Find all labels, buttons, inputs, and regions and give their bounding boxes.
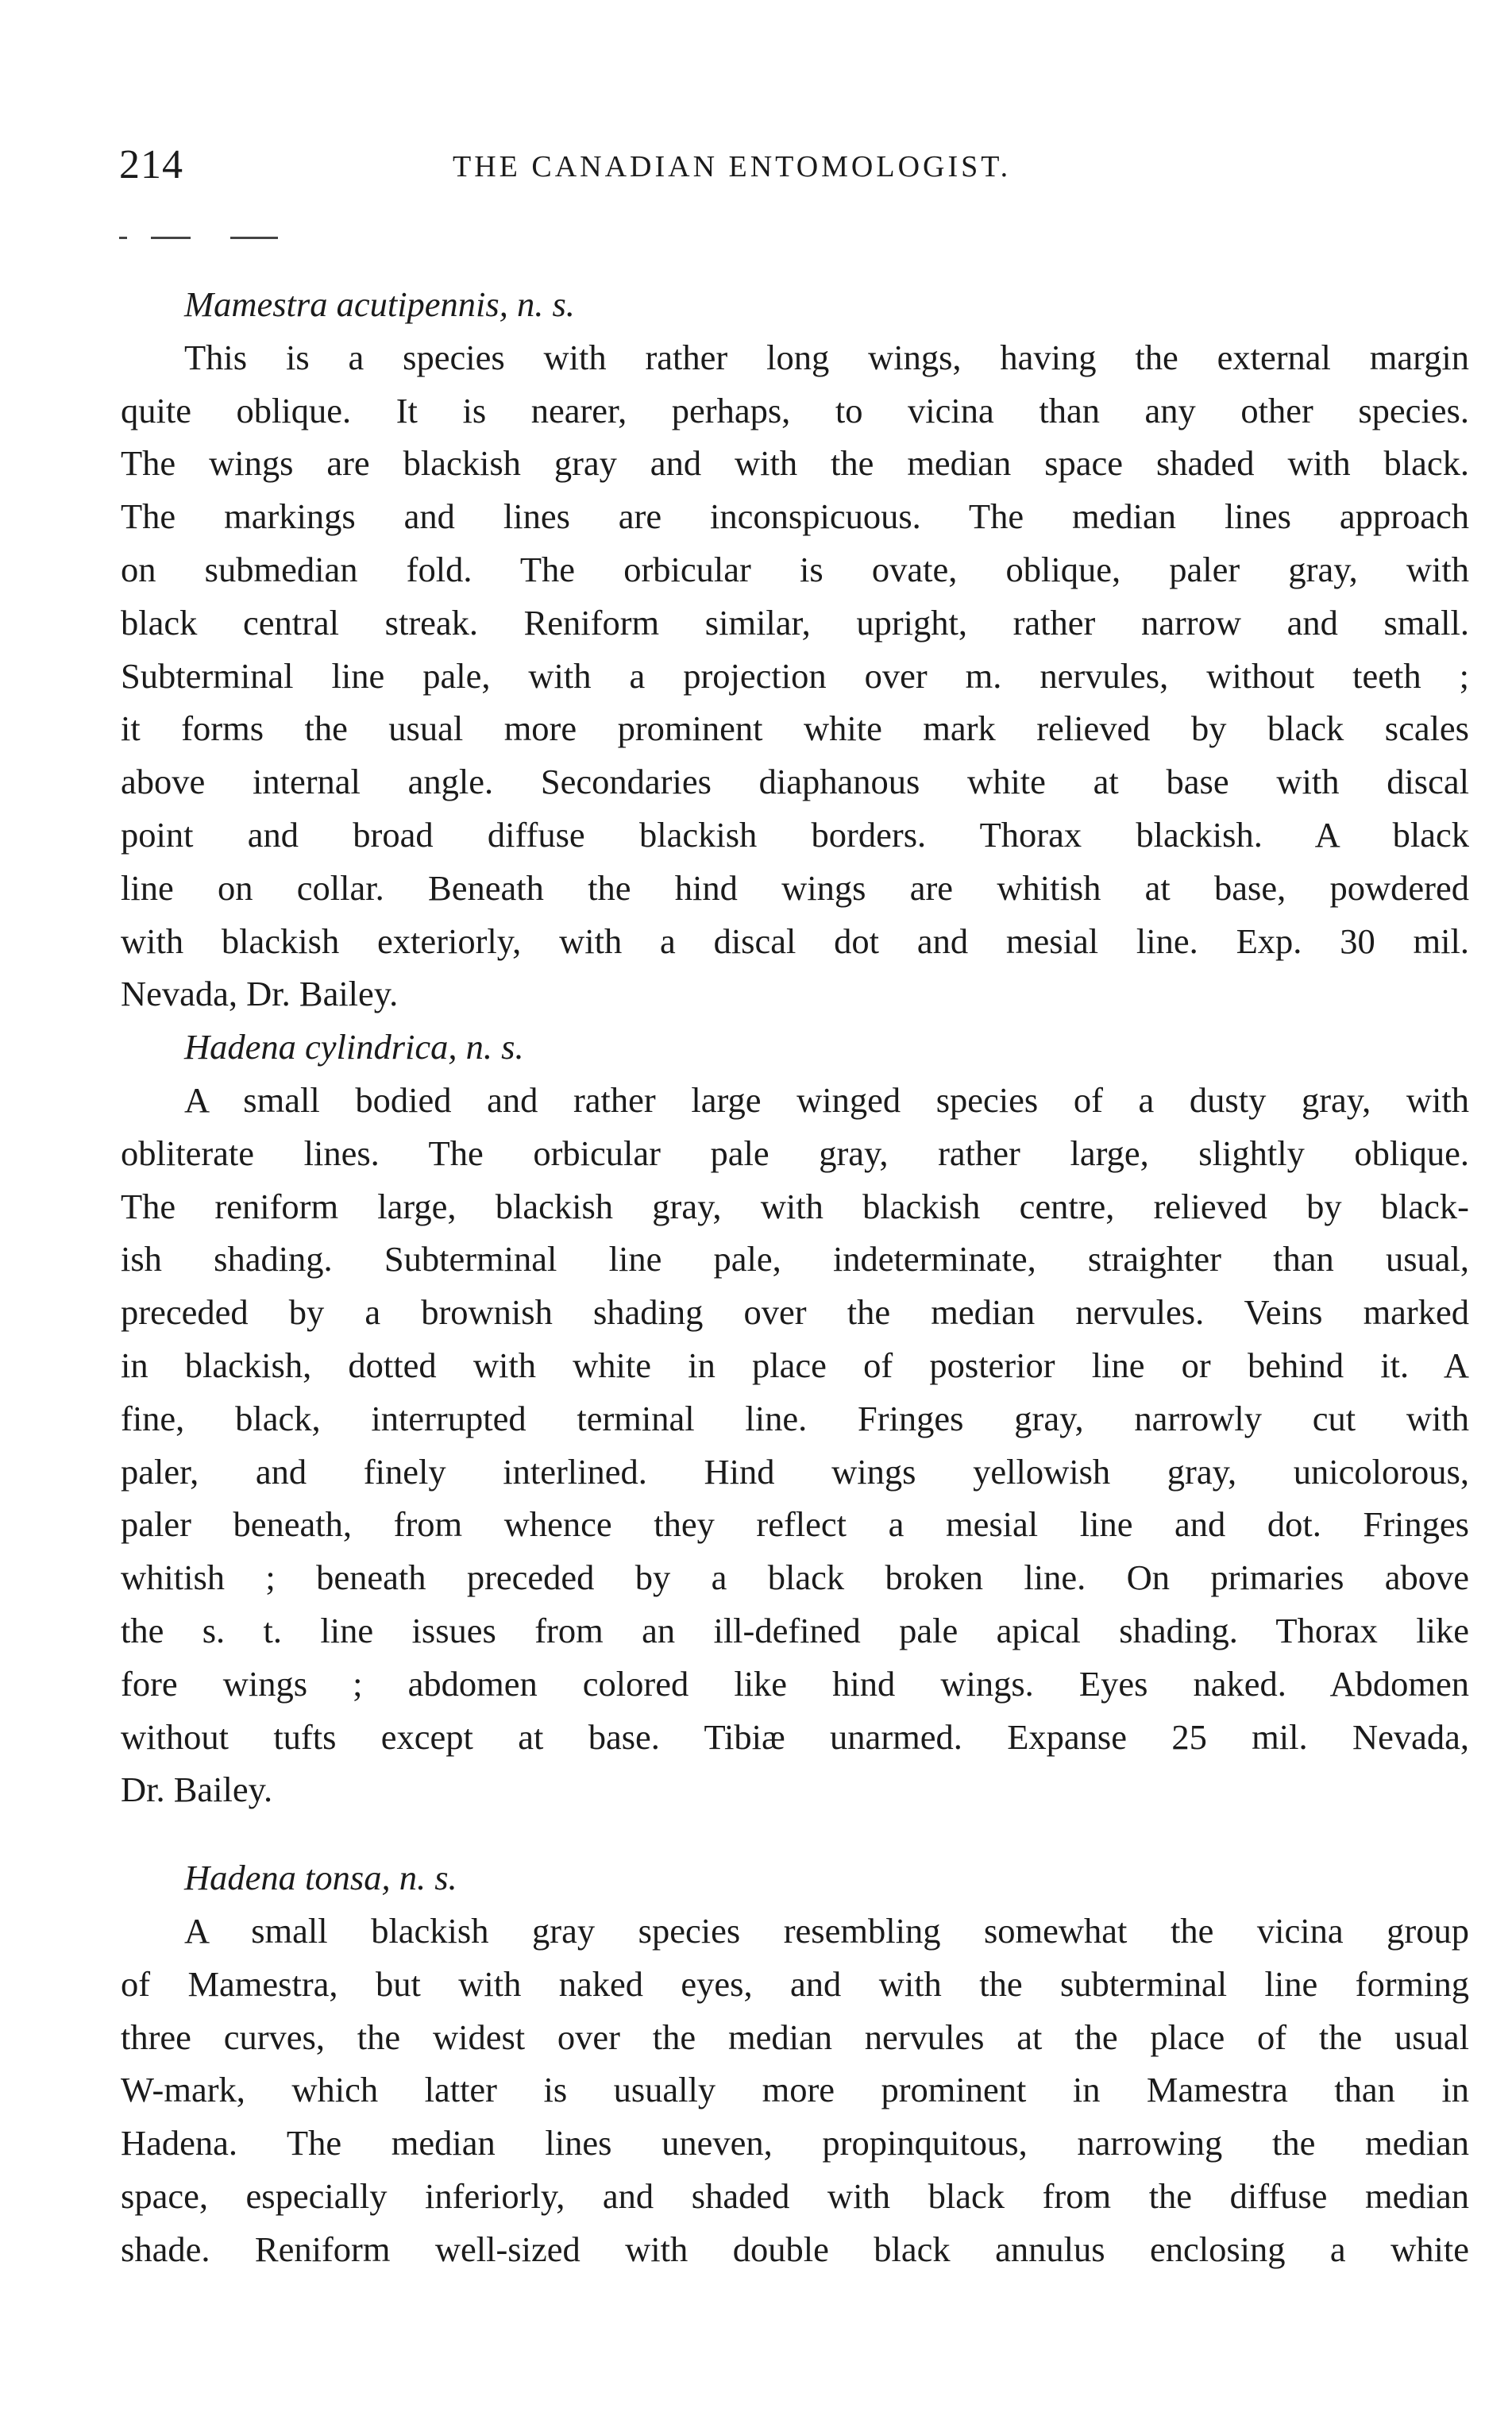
rule-dash bbox=[230, 237, 278, 239]
section-gap bbox=[121, 1816, 1469, 1851]
text-line: point and broad diffuse blackish borders. Thorax blackish. A black bbox=[121, 814, 1469, 855]
text-line: This is a species with rather long wings, having the external margin bbox=[184, 337, 1469, 377]
text-line: in blackish, dotted with white in place of posterior line or behind it. A bbox=[121, 1345, 1469, 1385]
text-line: Hadena. The median lines uneven, propinquitous, narrowing the median bbox=[121, 2123, 1469, 2163]
text-line: paler, and finely interlined. Hind wings yellowish gray, unicolorous, bbox=[121, 1451, 1469, 1492]
text-line: on submedian fold. The orbicular is ovate, oblique, paler gray, with bbox=[121, 549, 1469, 589]
species-heading: Mamestra acutipennis, n. s. bbox=[184, 284, 575, 324]
text-line: obliterate lines. The orbicular pale gray, rather large, slightly oblique. bbox=[121, 1133, 1469, 1173]
text-line: line on collar. Beneath the hind wings are whitish at base, powdered bbox=[121, 867, 1469, 908]
text-line: The wings are blackish gray and with the median space shaded with black. bbox=[121, 443, 1469, 484]
text-line: above internal angle. Secondaries diaphanous white at base with discal bbox=[121, 762, 1469, 802]
text-line: without tufts except at base. Tibiæ unarmed. Expanse 25 mil. Nevada, bbox=[121, 1716, 1469, 1757]
text-line: W-mark, which latter is usually more prominent in Mamestra than in bbox=[121, 2070, 1469, 2110]
rule-dash bbox=[151, 237, 191, 239]
text-line: A small bodied and rather large winged species of a dusty gray, with bbox=[184, 1079, 1469, 1120]
species-entry bbox=[121, 278, 1469, 1021]
text-line: shade. Reniform well-sized with double black annulus enclosing a white bbox=[121, 2229, 1469, 2269]
page-header bbox=[119, 141, 1469, 197]
text-line: it forms the usual more prominent white mark relieved by black scales bbox=[121, 708, 1469, 749]
species-heading: Hadena cylindrica, n. s. bbox=[184, 1027, 524, 1067]
running-title: THE CANADIAN ENTOMOLOGIST. bbox=[453, 150, 1012, 183]
rule-dash bbox=[119, 237, 127, 239]
text-line: three curves, the widest over the median nervules at the place of the usual bbox=[121, 2017, 1469, 2057]
text-line: black central streak. Reniform similar, upright, rather narrow and small. bbox=[121, 602, 1469, 643]
page-number: 214 bbox=[119, 142, 183, 187]
text-line: space, especially inferiorly, and shaded with black from the diffuse median bbox=[121, 2175, 1469, 2216]
text-line: The reniform large, blackish gray, with blackish centre, relieved by black- bbox=[121, 1186, 1469, 1226]
text-line: Nevada, Dr. Bailey. bbox=[121, 974, 399, 1014]
text-line: fine, black, interrupted terminal line. Fringes gray, narrowly cut with bbox=[121, 1398, 1469, 1438]
text-line: paler beneath, from whence they reflect a mesial line and dot. Fringes bbox=[121, 1504, 1469, 1545]
species-entry bbox=[121, 1851, 1469, 2275]
text-line: with blackish exteriorly, with a discal dot and mesial line. Exp. 30 mil. bbox=[121, 921, 1469, 961]
text-line: fore wings ; abdomen colored like hind wings. Eyes naked. Abdomen bbox=[121, 1663, 1469, 1704]
species-entry bbox=[121, 1021, 1469, 1816]
text-line: the s. t. line issues from an ill-defined pale apical shading. Thorax like bbox=[121, 1610, 1469, 1650]
text-line: A small blackish gray species resembling somewhat the vicina group bbox=[184, 1910, 1469, 1951]
page-body bbox=[121, 278, 1469, 2275]
text-line: The markings and lines are inconspicuous. The median lines approach bbox=[121, 496, 1469, 537]
text-line: Dr. Bailey. bbox=[121, 1770, 273, 1810]
text-line: whitish ; beneath preceded by a black broken line. On primaries above bbox=[121, 1557, 1469, 1598]
species-heading: Hadena tonsa, n. s. bbox=[184, 1858, 457, 1898]
text-line: of Mamestra, but with naked eyes, and with the subterminal line forming bbox=[121, 1963, 1469, 2004]
header-rule bbox=[119, 237, 1469, 243]
text-line: quite oblique. It is nearer, perhaps, to vicina than any other species. bbox=[121, 390, 1469, 430]
text-line: ish shading. Subterminal line pale, indeterminate, straighter than usual, bbox=[121, 1239, 1469, 1279]
text-line: Subterminal line pale, with a projection over m. nervules, without teeth ; bbox=[121, 655, 1469, 696]
text-line: preceded by a brownish shading over the median nervules. Veins marked bbox=[121, 1292, 1469, 1333]
